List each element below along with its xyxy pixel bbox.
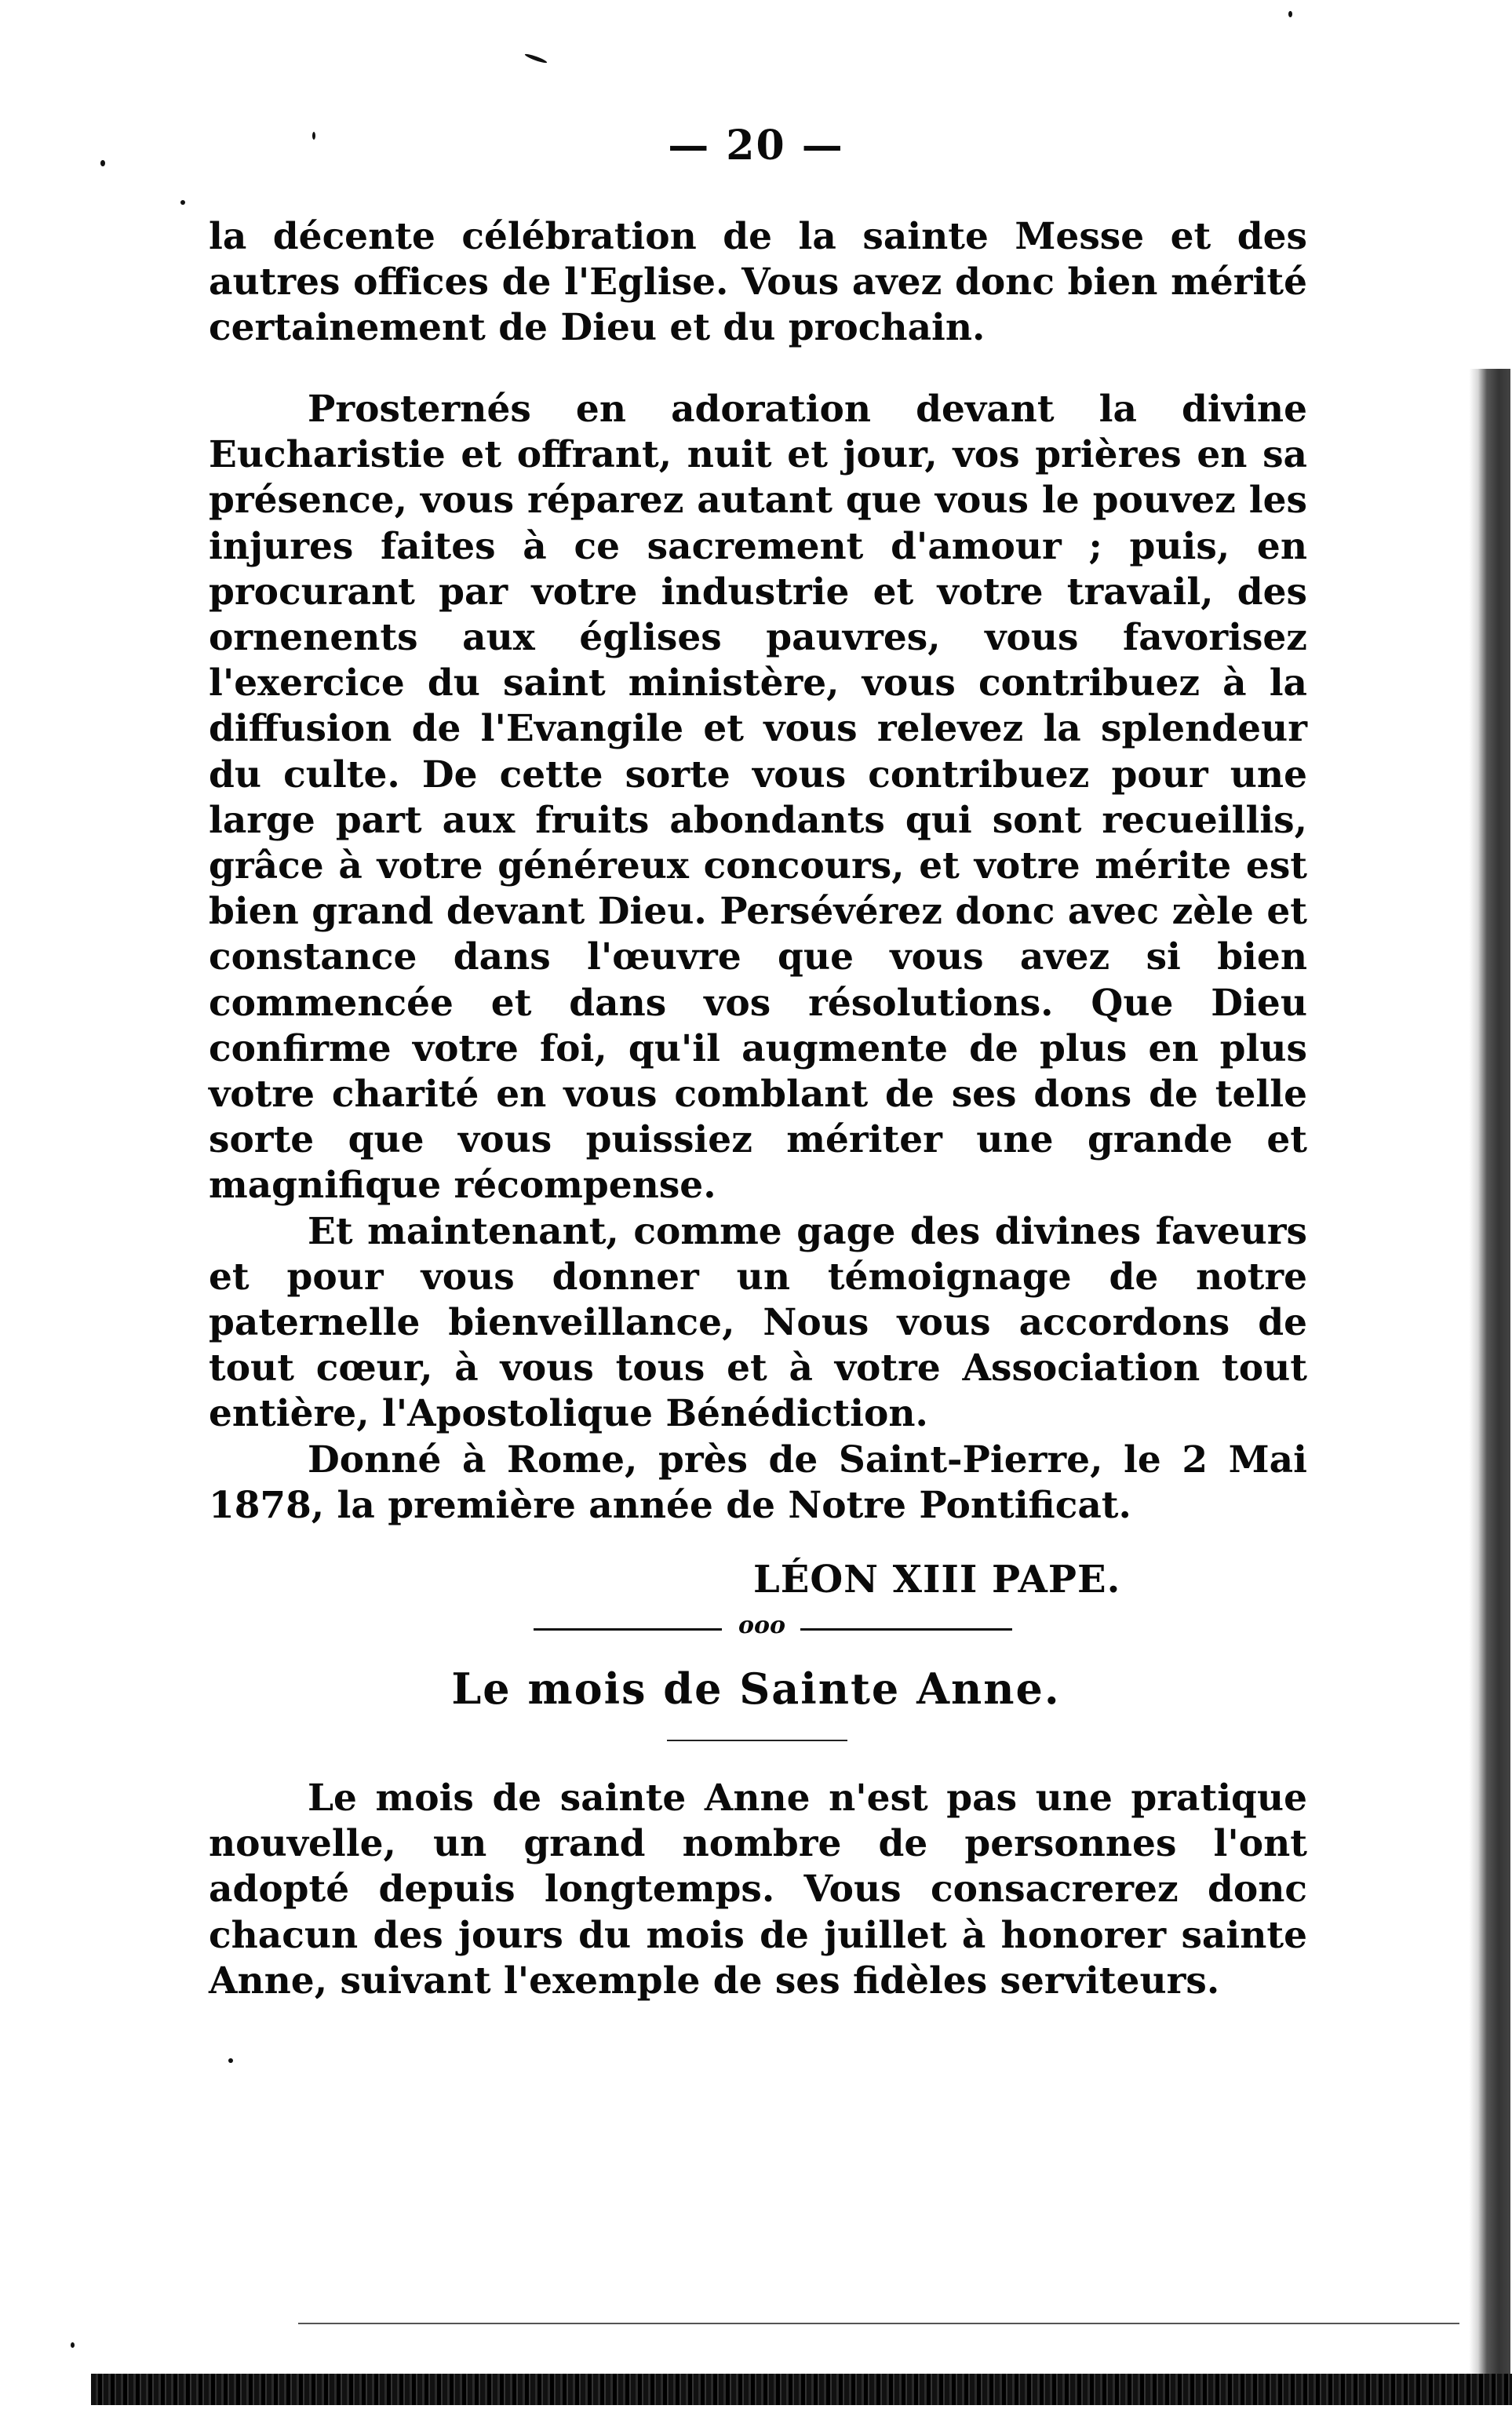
letter-body <box>209 387 1307 1529</box>
paragraph-adoration: Prosternés en adoration devant la divine Eucharistie et offrant, nuit et jour, vos prières en sa présence, vous réparez autant que vous le pouvez les injures faites à ce sacrement d'amour ; puis, en procurant par votre industrie et votre travail, des ornenents aux églises pauvres, vous favorisez l'exercice du saint ministère, vous contribuez à la diffusion de l'Evangile et vous relevez la splendeur du culte. De cette sorte vous contribuez pour une large part aux fruits abondants qui sont recueillis, grâce à votre généreux concours, et votre mérite est bien grand devant Dieu. Persévérez donc avec zèle et constance dans l'œuvre que vous avez si bien commencée et dans vos résolutions. Que Dieu confirme votre foi, qu'il augmente de plus en plus votre charité en vous comblant de ses dons de telle sorte que vous puissiez mériter une grande et magnifique récompense. <box>209 388 1307 1208</box>
ornament-rule-right <box>800 1628 1012 1631</box>
continuation-paragraph-block <box>209 214 1307 352</box>
title-underline <box>667 1740 847 1741</box>
scan-speck <box>100 160 105 166</box>
scan-speck <box>524 53 548 64</box>
paragraph-benediction: Et maintenant, comme gage des divines faveurs et pour vous donner un témoignage de notre paternelle bienveillance, Nous vous accordons de tout cœur, à vous tous et à votre Association tout entière, l'Apostolique Bénédiction. <box>209 1209 1307 1436</box>
section-title: Le mois de Sainte Anne. <box>451 1664 1061 1714</box>
scan-speck <box>228 2058 233 2063</box>
ornament-rule-left <box>534 1628 722 1631</box>
papal-signature: LÉON XIII PAPE. <box>753 1558 1121 1602</box>
section-body <box>209 1776 1307 2004</box>
page-edge-shadow <box>1452 369 1510 2374</box>
bottom-rule <box>298 2323 1459 2324</box>
paragraph-mois-sainte-anne: Le mois de sainte Anne n'est pas une pratique nouvelle, un grand nombre de personnes l'ont adopté depuis longtemps. Vous consacrerez donc chacun des jours du mois de juillet à honorer sainte Anne, suivant l'exemple de ses fidèles serviteurs. <box>209 1777 1307 2003</box>
continuation-paragraph: la décente célébration de la sainte Messe et des autres offices de l'Eglise. Vous avez donc bien mérité certainement de Dieu et du prochain. <box>209 215 1307 350</box>
section-ornament <box>534 1612 1012 1640</box>
scan-speck <box>71 2342 75 2348</box>
page-number: — 20 — <box>668 122 844 169</box>
scan-speck <box>180 200 185 205</box>
scan-speck <box>1288 11 1292 17</box>
ornament-mark: ooo <box>738 1612 786 1639</box>
paragraph-date: Donné à Rome, près de Saint-Pierre, le 2 Mai 1878, la première année de Notre Pontificat. <box>209 1438 1307 1527</box>
scan-bottom-edge <box>91 2374 1512 2405</box>
scan-speck <box>312 132 315 140</box>
